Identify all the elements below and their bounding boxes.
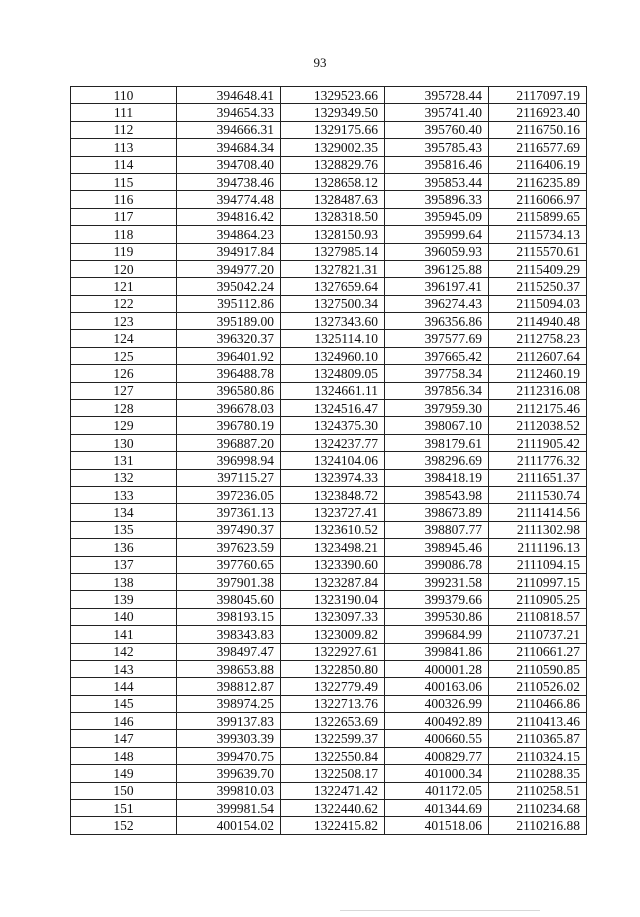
x2-cell: 395945.09 — [385, 208, 489, 225]
x2-cell: 399379.66 — [385, 591, 489, 608]
table-row — [71, 87, 587, 104]
y1-cell: 1323727.41 — [281, 504, 385, 521]
x1-cell: 396678.03 — [177, 400, 281, 417]
x1-cell: 394917.84 — [177, 243, 281, 260]
y1-cell: 1322713.76 — [281, 695, 385, 712]
point-number-cell: 152 — [71, 817, 177, 834]
y1-cell: 1329523.66 — [281, 87, 385, 104]
table-row — [71, 782, 587, 799]
x1-cell: 399639.70 — [177, 765, 281, 782]
point-number-cell: 142 — [71, 643, 177, 660]
y1-cell: 1329002.35 — [281, 139, 385, 156]
x2-cell: 400660.55 — [385, 730, 489, 747]
table-row — [71, 573, 587, 590]
y2-cell: 2110818.57 — [489, 608, 587, 625]
x2-cell: 399841.86 — [385, 643, 489, 660]
point-number-cell: 144 — [71, 678, 177, 695]
y1-cell: 1323190.04 — [281, 591, 385, 608]
point-number-cell: 113 — [71, 139, 177, 156]
y1-cell: 1323610.52 — [281, 521, 385, 538]
y1-cell: 1328658.12 — [281, 173, 385, 190]
point-number-cell: 141 — [71, 626, 177, 643]
x2-cell: 396197.41 — [385, 278, 489, 295]
table-row — [71, 800, 587, 817]
y1-cell: 1322471.42 — [281, 782, 385, 799]
table-row — [71, 104, 587, 121]
point-number-cell: 148 — [71, 747, 177, 764]
x1-cell: 397361.13 — [177, 504, 281, 521]
y1-cell: 1323097.33 — [281, 608, 385, 625]
point-number-cell: 112 — [71, 121, 177, 138]
point-number-cell: 131 — [71, 452, 177, 469]
x1-cell: 396580.86 — [177, 382, 281, 399]
y2-cell: 2117097.19 — [489, 87, 587, 104]
x1-cell: 399810.03 — [177, 782, 281, 799]
y1-cell: 1323390.60 — [281, 556, 385, 573]
x2-cell: 401518.06 — [385, 817, 489, 834]
y2-cell: 2111094.15 — [489, 556, 587, 573]
point-number-cell: 123 — [71, 313, 177, 330]
table-row — [71, 417, 587, 434]
y2-cell: 2116923.40 — [489, 104, 587, 121]
y2-cell: 2110413.46 — [489, 713, 587, 730]
x2-cell: 398296.69 — [385, 452, 489, 469]
y1-cell: 1324104.06 — [281, 452, 385, 469]
table-row — [71, 817, 587, 834]
point-number-cell: 110 — [71, 87, 177, 104]
y1-cell: 1322927.61 — [281, 643, 385, 660]
y1-cell: 1327343.60 — [281, 313, 385, 330]
y2-cell: 2110324.15 — [489, 747, 587, 764]
table-row — [71, 330, 587, 347]
x1-cell: 398343.83 — [177, 626, 281, 643]
y2-cell: 2112460.19 — [489, 365, 587, 382]
y2-cell: 2112038.52 — [489, 417, 587, 434]
x2-cell: 397665.42 — [385, 347, 489, 364]
x1-cell: 398812.87 — [177, 678, 281, 695]
x2-cell: 401344.69 — [385, 800, 489, 817]
y2-cell: 2110258.51 — [489, 782, 587, 799]
scan-artifact-line — [340, 910, 540, 911]
x2-cell: 397959.30 — [385, 400, 489, 417]
x1-cell: 394977.20 — [177, 260, 281, 277]
x1-cell: 396780.19 — [177, 417, 281, 434]
x2-cell: 395853.44 — [385, 173, 489, 190]
x2-cell: 399684.99 — [385, 626, 489, 643]
y1-cell: 1324237.77 — [281, 434, 385, 451]
point-number-cell: 127 — [71, 382, 177, 399]
y2-cell: 2111651.37 — [489, 469, 587, 486]
x2-cell: 397758.34 — [385, 365, 489, 382]
table-row — [71, 139, 587, 156]
y1-cell: 1324960.10 — [281, 347, 385, 364]
table-row — [71, 313, 587, 330]
y2-cell: 2111196.13 — [489, 539, 587, 556]
x2-cell: 399231.58 — [385, 573, 489, 590]
coordinates-table — [70, 86, 587, 835]
point-number-cell: 132 — [71, 469, 177, 486]
x1-cell: 396488.78 — [177, 365, 281, 382]
y2-cell: 2115734.13 — [489, 226, 587, 243]
point-number-cell: 119 — [71, 243, 177, 260]
x1-cell: 394666.31 — [177, 121, 281, 138]
y1-cell: 1323498.21 — [281, 539, 385, 556]
table-row — [71, 504, 587, 521]
y2-cell: 2115570.61 — [489, 243, 587, 260]
x1-cell: 398653.88 — [177, 660, 281, 677]
x2-cell: 396125.88 — [385, 260, 489, 277]
x2-cell: 398067.10 — [385, 417, 489, 434]
table-row — [71, 765, 587, 782]
point-number-cell: 133 — [71, 486, 177, 503]
point-number-cell: 122 — [71, 295, 177, 312]
y1-cell: 1324661.11 — [281, 382, 385, 399]
x2-cell: 400829.77 — [385, 747, 489, 764]
y2-cell: 2111905.42 — [489, 434, 587, 451]
x2-cell: 398673.89 — [385, 504, 489, 521]
point-number-cell: 114 — [71, 156, 177, 173]
x1-cell: 399981.54 — [177, 800, 281, 817]
table-row — [71, 208, 587, 225]
y2-cell: 2115409.29 — [489, 260, 587, 277]
y1-cell: 1323287.84 — [281, 573, 385, 590]
x1-cell: 399470.75 — [177, 747, 281, 764]
x2-cell: 396274.43 — [385, 295, 489, 312]
point-number-cell: 130 — [71, 434, 177, 451]
table-row — [71, 626, 587, 643]
table-row — [71, 278, 587, 295]
y1-cell: 1324375.30 — [281, 417, 385, 434]
point-number-cell: 145 — [71, 695, 177, 712]
x2-cell: 396059.93 — [385, 243, 489, 260]
table-row — [71, 660, 587, 677]
x1-cell: 395189.00 — [177, 313, 281, 330]
y1-cell: 1328318.50 — [281, 208, 385, 225]
x1-cell: 398193.15 — [177, 608, 281, 625]
table-row — [71, 556, 587, 573]
y2-cell: 2111302.98 — [489, 521, 587, 538]
table-row — [71, 713, 587, 730]
y1-cell: 1322440.62 — [281, 800, 385, 817]
y1-cell: 1327985.14 — [281, 243, 385, 260]
table-row — [71, 295, 587, 312]
table-row — [71, 521, 587, 538]
table-row — [71, 695, 587, 712]
x1-cell: 394774.48 — [177, 191, 281, 208]
table-row — [71, 747, 587, 764]
point-number-cell: 137 — [71, 556, 177, 573]
point-number-cell: 143 — [71, 660, 177, 677]
y2-cell: 2112175.46 — [489, 400, 587, 417]
x2-cell: 395999.64 — [385, 226, 489, 243]
x1-cell: 395112.86 — [177, 295, 281, 312]
y1-cell: 1329175.66 — [281, 121, 385, 138]
x1-cell: 397901.38 — [177, 573, 281, 590]
table-row — [71, 539, 587, 556]
y1-cell: 1323848.72 — [281, 486, 385, 503]
y2-cell: 2111776.32 — [489, 452, 587, 469]
x1-cell: 395042.24 — [177, 278, 281, 295]
x2-cell: 395896.33 — [385, 191, 489, 208]
x1-cell: 397236.05 — [177, 486, 281, 503]
y2-cell: 2110234.68 — [489, 800, 587, 817]
y2-cell: 2110905.25 — [489, 591, 587, 608]
point-number-cell: 121 — [71, 278, 177, 295]
y1-cell: 1327659.64 — [281, 278, 385, 295]
y2-cell: 2116406.19 — [489, 156, 587, 173]
y1-cell: 1328487.63 — [281, 191, 385, 208]
x2-cell: 397856.34 — [385, 382, 489, 399]
point-number-cell: 120 — [71, 260, 177, 277]
y2-cell: 2110590.85 — [489, 660, 587, 677]
y2-cell: 2116235.89 — [489, 173, 587, 190]
x1-cell: 394816.42 — [177, 208, 281, 225]
x2-cell: 398543.98 — [385, 486, 489, 503]
x1-cell: 397760.65 — [177, 556, 281, 573]
x1-cell: 396887.20 — [177, 434, 281, 451]
x2-cell: 400492.89 — [385, 713, 489, 730]
x2-cell: 395785.43 — [385, 139, 489, 156]
x1-cell: 398974.25 — [177, 695, 281, 712]
y1-cell: 1328150.93 — [281, 226, 385, 243]
x2-cell: 401172.05 — [385, 782, 489, 799]
coordinates-table-body — [71, 87, 587, 835]
point-number-cell: 118 — [71, 226, 177, 243]
point-number-cell: 146 — [71, 713, 177, 730]
y2-cell: 2110661.27 — [489, 643, 587, 660]
table-row — [71, 434, 587, 451]
point-number-cell: 125 — [71, 347, 177, 364]
y2-cell: 2114940.48 — [489, 313, 587, 330]
x2-cell: 398418.19 — [385, 469, 489, 486]
y2-cell: 2110288.35 — [489, 765, 587, 782]
x2-cell: 398179.61 — [385, 434, 489, 451]
table-row — [71, 678, 587, 695]
x1-cell: 397490.37 — [177, 521, 281, 538]
y1-cell: 1322653.69 — [281, 713, 385, 730]
y1-cell: 1325114.10 — [281, 330, 385, 347]
page-number: 93 — [313, 55, 327, 70]
x1-cell: 396998.94 — [177, 452, 281, 469]
x1-cell: 397623.59 — [177, 539, 281, 556]
x1-cell: 399303.39 — [177, 730, 281, 747]
point-number-cell: 117 — [71, 208, 177, 225]
point-number-cell: 134 — [71, 504, 177, 521]
y1-cell: 1328829.76 — [281, 156, 385, 173]
x2-cell: 395816.46 — [385, 156, 489, 173]
x2-cell: 399530.86 — [385, 608, 489, 625]
x2-cell: 400326.99 — [385, 695, 489, 712]
point-number-cell: 115 — [71, 173, 177, 190]
y2-cell: 2116577.69 — [489, 139, 587, 156]
y1-cell: 1322508.17 — [281, 765, 385, 782]
x1-cell: 394738.46 — [177, 173, 281, 190]
table-row — [71, 452, 587, 469]
x2-cell: 399086.78 — [385, 556, 489, 573]
y2-cell: 2112758.23 — [489, 330, 587, 347]
y2-cell: 2112607.64 — [489, 347, 587, 364]
x1-cell: 397115.27 — [177, 469, 281, 486]
y1-cell: 1322599.37 — [281, 730, 385, 747]
point-number-cell: 150 — [71, 782, 177, 799]
table-row — [71, 260, 587, 277]
y2-cell: 2110216.88 — [489, 817, 587, 834]
point-number-cell: 135 — [71, 521, 177, 538]
y1-cell: 1329349.50 — [281, 104, 385, 121]
y1-cell: 1323009.82 — [281, 626, 385, 643]
x2-cell: 400001.28 — [385, 660, 489, 677]
table-row — [71, 156, 587, 173]
y2-cell: 2111414.56 — [489, 504, 587, 521]
point-number-cell: 136 — [71, 539, 177, 556]
y2-cell: 2111530.74 — [489, 486, 587, 503]
x2-cell: 398945.46 — [385, 539, 489, 556]
y1-cell: 1327821.31 — [281, 260, 385, 277]
point-number-cell: 116 — [71, 191, 177, 208]
x2-cell: 395728.44 — [385, 87, 489, 104]
y1-cell: 1324516.47 — [281, 400, 385, 417]
table-row — [71, 469, 587, 486]
y2-cell: 2115899.65 — [489, 208, 587, 225]
table-row — [71, 591, 587, 608]
y1-cell: 1322550.84 — [281, 747, 385, 764]
table-row — [71, 382, 587, 399]
x1-cell: 396401.92 — [177, 347, 281, 364]
table-row — [71, 243, 587, 260]
y2-cell: 2116750.16 — [489, 121, 587, 138]
table-row — [71, 400, 587, 417]
point-number-cell: 124 — [71, 330, 177, 347]
point-number-cell: 138 — [71, 573, 177, 590]
table-row — [71, 486, 587, 503]
table-row — [71, 347, 587, 364]
x1-cell: 394708.40 — [177, 156, 281, 173]
table-row — [71, 173, 587, 190]
y2-cell: 2112316.08 — [489, 382, 587, 399]
x1-cell: 396320.37 — [177, 330, 281, 347]
y2-cell: 2116066.97 — [489, 191, 587, 208]
y2-cell: 2110365.87 — [489, 730, 587, 747]
x2-cell: 398807.77 — [385, 521, 489, 538]
y2-cell: 2115094.03 — [489, 295, 587, 312]
table-row — [71, 365, 587, 382]
x1-cell: 399137.83 — [177, 713, 281, 730]
x2-cell: 397577.69 — [385, 330, 489, 347]
y1-cell: 1322415.82 — [281, 817, 385, 834]
y2-cell: 2110466.86 — [489, 695, 587, 712]
table-row — [71, 226, 587, 243]
x2-cell: 400163.06 — [385, 678, 489, 695]
x1-cell: 398497.47 — [177, 643, 281, 660]
x2-cell: 396356.86 — [385, 313, 489, 330]
point-number-cell: 129 — [71, 417, 177, 434]
y2-cell: 2110737.21 — [489, 626, 587, 643]
y1-cell: 1322779.49 — [281, 678, 385, 695]
point-number-cell: 149 — [71, 765, 177, 782]
x2-cell: 395760.40 — [385, 121, 489, 138]
table-row — [71, 730, 587, 747]
point-number-cell: 140 — [71, 608, 177, 625]
table-row — [71, 191, 587, 208]
y2-cell: 2110526.02 — [489, 678, 587, 695]
x1-cell: 394648.41 — [177, 87, 281, 104]
point-number-cell: 139 — [71, 591, 177, 608]
point-number-cell: 111 — [71, 104, 177, 121]
x1-cell: 394684.34 — [177, 139, 281, 156]
table-row — [71, 608, 587, 625]
x1-cell: 394654.33 — [177, 104, 281, 121]
y1-cell: 1327500.34 — [281, 295, 385, 312]
point-number-cell: 151 — [71, 800, 177, 817]
x2-cell: 401000.34 — [385, 765, 489, 782]
x1-cell: 398045.60 — [177, 591, 281, 608]
x1-cell: 400154.02 — [177, 817, 281, 834]
y1-cell: 1324809.05 — [281, 365, 385, 382]
x1-cell: 394864.23 — [177, 226, 281, 243]
table-row — [71, 121, 587, 138]
x2-cell: 395741.40 — [385, 104, 489, 121]
point-number-cell: 128 — [71, 400, 177, 417]
y2-cell: 2115250.37 — [489, 278, 587, 295]
y1-cell: 1322850.80 — [281, 660, 385, 677]
table-row — [71, 643, 587, 660]
y2-cell: 2110997.15 — [489, 573, 587, 590]
point-number-cell: 147 — [71, 730, 177, 747]
point-number-cell: 126 — [71, 365, 177, 382]
y1-cell: 1323974.33 — [281, 469, 385, 486]
